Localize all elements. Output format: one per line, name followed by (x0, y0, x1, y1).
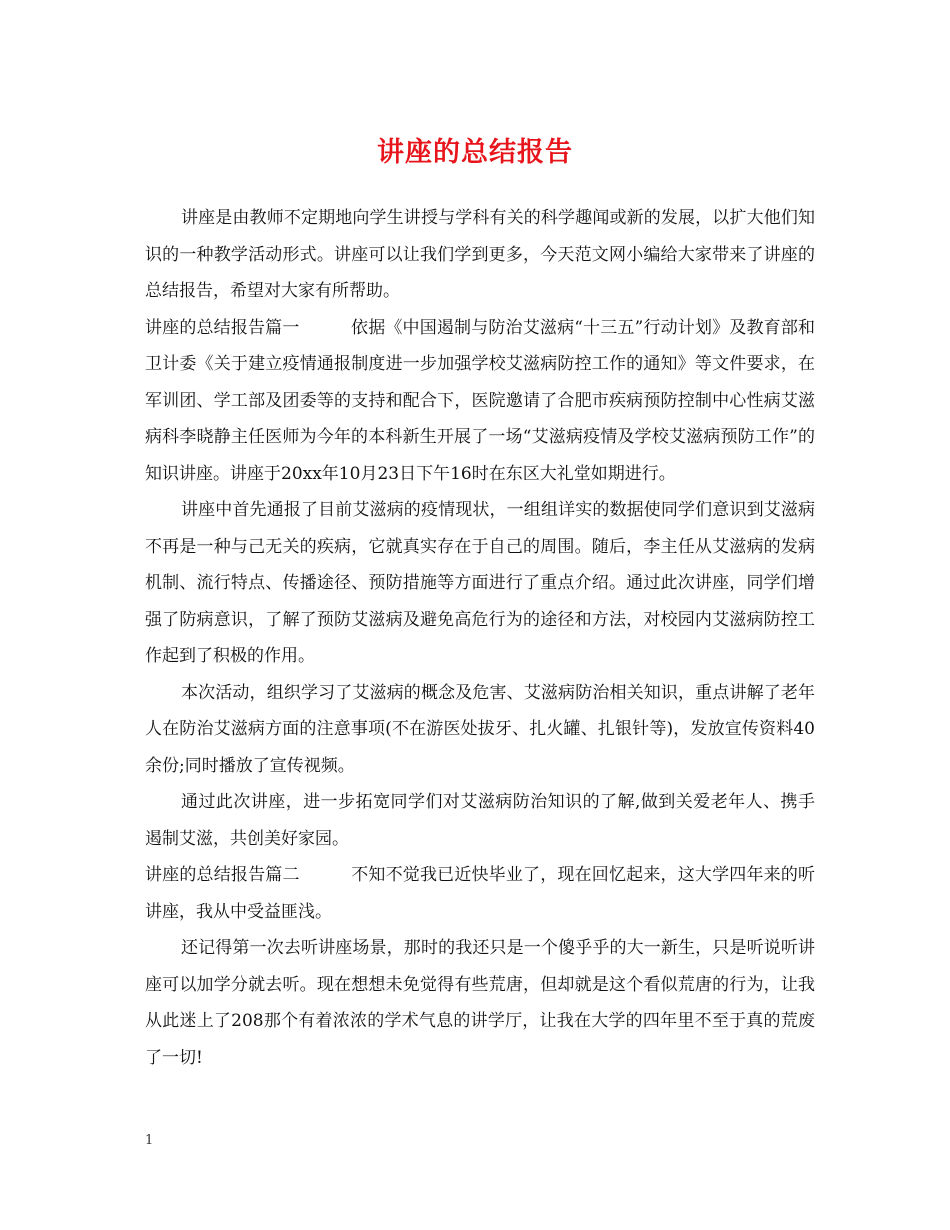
paragraph-activity: 本次活动，组织学习了艾滋病的概念及危害、艾滋病防治相关知识，重点讲解了老年人在防治艾滋病方面的注意事项(不在游医处拔牙、扎火罐、扎银针等)，发放宣传资料40余份;同时播放了宣传视频。 (145, 682, 815, 776)
document-title: 讲座的总结报告 (377, 137, 573, 168)
paragraph-lecture-content: 讲座中首先通报了目前艾滋病的疫情现状，一组组详实的数据使同学们意识到艾滋病不再是一种与己无关的疾病，它就真实存在于自己的周围。随后，李主任从艾滋病的发病机制、流行特点、传播途径、预防措施等方面进行了重点介绍。通过此次讲座，同学们增强了防病意识，了解了预防艾滋病及避免高危行为的途径和方法，对校园内艾滋病防控工作起到了积极的作用。 (145, 500, 815, 666)
page-number: 1 (145, 1133, 154, 1148)
paragraph-first-lecture-memory: 还记得第一次去听讲座场景，那时的我还只是一个傻乎乎的大一新生，只是听说听讲座可以加学分就去听。现在想想未免觉得有些荒唐，但却就是这个看似荒唐的行为，让我从此迷上了208那个有着浓浓的学术气息的讲学厅，让我在大学的四年里不至于真的荒废了一切! (145, 938, 815, 1068)
paragraph-part-one-opening: 讲座的总结报告篇一 依据《中国遏制与防治艾滋病“十三五”行动计划》及教育部和卫计委《关于建立疫情通报制度进一步加强学校艾滋病防控工作的通知》等文件要求，在军训团、学工部及团委等的支持和配合下，医院邀请了合肥市疾病预防控制中心性病艾滋病科李晓静主任医师为今年的本科新生开展了一场“艾滋病疫情及学校艾滋病预防工作”的知识讲座。讲座于20xx年10月23日下午16时在东区大礼堂如期进行。 (145, 317, 815, 484)
paragraph-intro: 讲座是由教师不定期地向学生讲授与学科有关的科学趣闻或新的发展，以扩大他们知识的一种教学活动形式。讲座可以让我们学到更多，今天范文网小编给大家带来了讲座的总结报告，希望对大家有所帮助。 (145, 208, 815, 301)
document-body (145, 200, 815, 1076)
paragraph-conclusion: 通过此次讲座，进一步拓宽同学们对艾滋病防治知识的了解,做到关爱老年人、携手遏制艾滋，共创美好家园。 (145, 792, 815, 849)
paragraph-part-two-opening: 讲座的总结报告篇二 不知不觉我已近快毕业了，现在回忆起来，这大学四年来的听讲座，我从中受益匪浅。 (145, 865, 815, 922)
